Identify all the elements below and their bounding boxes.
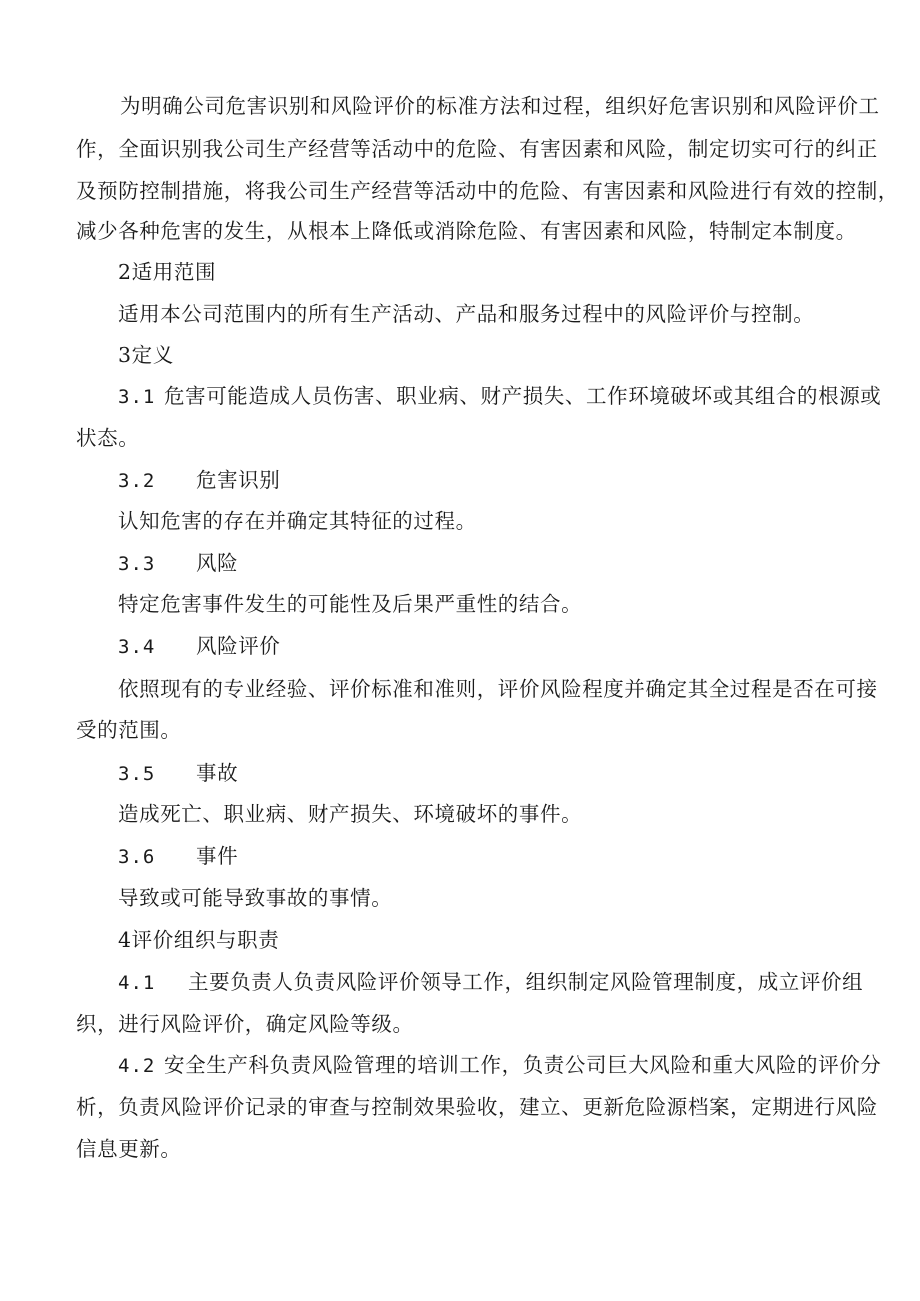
definition-number: 3.3	[118, 553, 156, 575]
section-2-body: 适用本公司范围内的所有生产活动、产品和服务过程中的风险评价与控制。	[118, 302, 815, 326]
definition-number: 3.6	[118, 846, 156, 868]
definition-term: 危害识别	[196, 468, 281, 492]
definition-term: 风险	[196, 551, 239, 575]
section-3-heading: 3定义	[118, 343, 174, 367]
definition-term: 风险评价	[196, 634, 281, 658]
definition-number: 3.1	[118, 386, 156, 408]
intro-line-3: 及预防控制措施，将我公司生产经营等活动中的危险、有害因素和风险进行有效的控制，	[76, 179, 899, 203]
intro-line-4: 减少各种危害的发生，从根本上降低或消除危险、有害因素和风险，特制定本制度。	[76, 219, 857, 243]
definition-3-1	[118, 382, 881, 411]
definition-number: 3.5	[118, 763, 156, 785]
definition-3-1-cont: 状态。	[76, 426, 140, 450]
responsibility-4-2-cont-1: 析，负责风险评价记录的审查与控制效果验收，建立、更新危险源档案，定期进行风险	[76, 1095, 878, 1119]
responsibility-4-1	[118, 968, 863, 997]
definition-3-3	[118, 549, 238, 578]
responsibility-text: 主要负责人负责风险评价领导工作，组织制定风险管理制度，成立评价组	[188, 970, 864, 994]
section-4-heading: 4评价组织与职责	[118, 928, 280, 952]
section-2-heading: 2适用范围	[118, 260, 217, 284]
definition-3-2	[118, 466, 280, 495]
intro-line-2: 作，全面识别我公司生产经营等活动中的危险、有害因素和风险，制定切实可行的纠正	[76, 137, 878, 161]
definition-3-4	[118, 632, 280, 661]
definition-3-5	[118, 759, 238, 788]
definition-number: 3.4	[118, 636, 156, 658]
definition-text: 危害可能造成人员伤害、职业病、财产损失、工作环境破坏或其组合的根源或	[164, 384, 882, 408]
intro-line-1: 为明确公司危害识别和风险评价的标准方法和过程，组织好危害识别和风险评价工	[120, 94, 880, 118]
definition-term: 事故	[196, 761, 239, 785]
definition-3-3-body: 特定危害事件发生的可能性及后果严重性的结合。	[118, 592, 583, 616]
definition-number: 3.2	[118, 470, 156, 492]
responsibility-4-2	[118, 1051, 881, 1080]
responsibility-number: 4.2	[118, 1055, 156, 1077]
definition-3-4-body-cont: 受的范围。	[76, 718, 182, 742]
responsibility-text: 安全生产科负责风险管理的培训工作，负责公司巨大风险和重大风险的评价分	[164, 1053, 882, 1077]
definition-3-6	[118, 842, 238, 871]
responsibility-4-2-cont-2: 信息更新。	[76, 1137, 182, 1161]
definition-3-6-body: 导致或可能导致事故的事情。	[118, 886, 393, 910]
responsibility-4-1-cont: 织，进行风险评价，确定风险等级。	[76, 1012, 414, 1036]
definition-3-4-body: 依照现有的专业经验、评价标准和准则，评价风险程度并确定其全过程是否在可接	[118, 677, 878, 701]
definition-3-2-body: 认知危害的存在并确定其特征的过程。	[118, 509, 477, 533]
responsibility-number: 4.1	[118, 972, 156, 994]
definition-term: 事件	[196, 844, 239, 868]
definition-3-5-body: 造成死亡、职业病、财产损失、环境破坏的事件。	[118, 802, 583, 826]
